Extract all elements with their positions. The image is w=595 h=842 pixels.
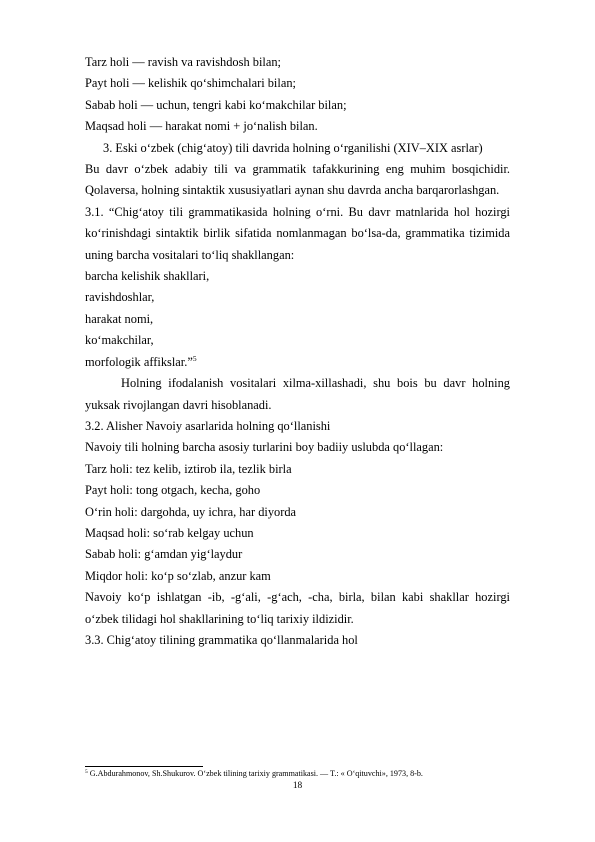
section-heading: 3.2. Alisher Navoiy asarlarida holning qo‘llanishi: [85, 418, 331, 433]
list-item: ko‘makchilar,: [85, 333, 154, 348]
list-item: [85, 352, 510, 373]
text-line: Tarz holi — ravish va ravishdosh bilan;: [85, 55, 281, 69]
list-item: barcha kelishik shakllari,: [85, 269, 210, 284]
paragraph: Holning ifodalanish vositalari xilma-xillashadi, shu bois bu davr holning yuksak rivojlangan davri hisoblanadi.: [85, 376, 510, 412]
text-line: Navoiy tili holning barcha asosiy turlarini boy badiiy uslubda qo‘llagan:: [85, 440, 444, 455]
text-line: Sabab holi: g‘amdan yig‘laydur: [85, 547, 243, 562]
paragraph: 3.1. “Chig‘atoy tili grammatikasida holning o‘rni. Bu davr matnlarida hol hozirgi ko‘rinishdagi sintaktik birlik sifatida nomlanmagan bo‘lsa-da, grammatika tizimida uning barcha vositalari to‘liq shakllangan:: [85, 204, 510, 262]
text-line: Maqsad holi: so‘rab kelgay uchun: [85, 525, 254, 540]
paragraph: Bu davr o‘zbek adabiy tili va grammatik tafakkurining eng muhim bosqichidir. Qolaversa, holning sintaktik xususiyatlari aynan shu davrda ancha barqarorlashgan.: [85, 162, 510, 198]
footnote-divider: [85, 766, 203, 767]
section-heading: 3. Eski o‘zbek (chig‘atoy) tili davrida holning o‘rganilishi (XIV–XIX asrlar): [103, 140, 483, 155]
text-line: Tarz holi: tez kelib, iztirob ila, tezlik birla: [85, 461, 292, 476]
list-item: ravishdoshlar,: [85, 290, 155, 305]
list-item-text: morfologik affikslar.”: [85, 354, 193, 369]
text-line: O‘rin holi: dargohda, uy ichra, har diyorda: [85, 504, 297, 519]
footnote: [85, 768, 515, 779]
text-line: Miqdor holi: ko‘p so‘zlab, anzur kam: [85, 568, 271, 583]
page-number: 18: [292, 781, 303, 791]
text-line: Maqsad holi — harakat nomi + jo‘nalish bilan.: [85, 119, 318, 134]
section-heading: 3.3. Chig‘atoy tilining grammatika qo‘llanmalarida hol: [85, 632, 358, 647]
text-line: Payt holi — kelishik qo‘shimchalari bilan;: [85, 76, 296, 91]
text-line: Payt holi: tong otgach, kecha, goho: [85, 483, 261, 498]
footnote-number: 5: [85, 769, 88, 775]
paragraph: Navoiy ko‘p ishlatgan -ib, -g‘ali, -g‘ach, -cha, birla, bilan kabi shakllar hozirgi o‘zbek tilidagi hol shakllarining to‘liq tarixiy ildizidir.: [85, 590, 510, 626]
body-text: [85, 52, 510, 651]
list-item: harakat nomi,: [85, 311, 154, 326]
text-line: Sabab holi — uchun, tengri kabi ko‘makchilar bilan;: [85, 97, 347, 112]
footnote-text: G.Abdurahmonov, Sh.Shukurov. O‘zbek tilining tarixiy grammatikasi. — T.: « O‘qituvchi», 1973, 8-b.: [89, 769, 423, 778]
footnote-reference[interactable]: 5: [192, 353, 197, 363]
